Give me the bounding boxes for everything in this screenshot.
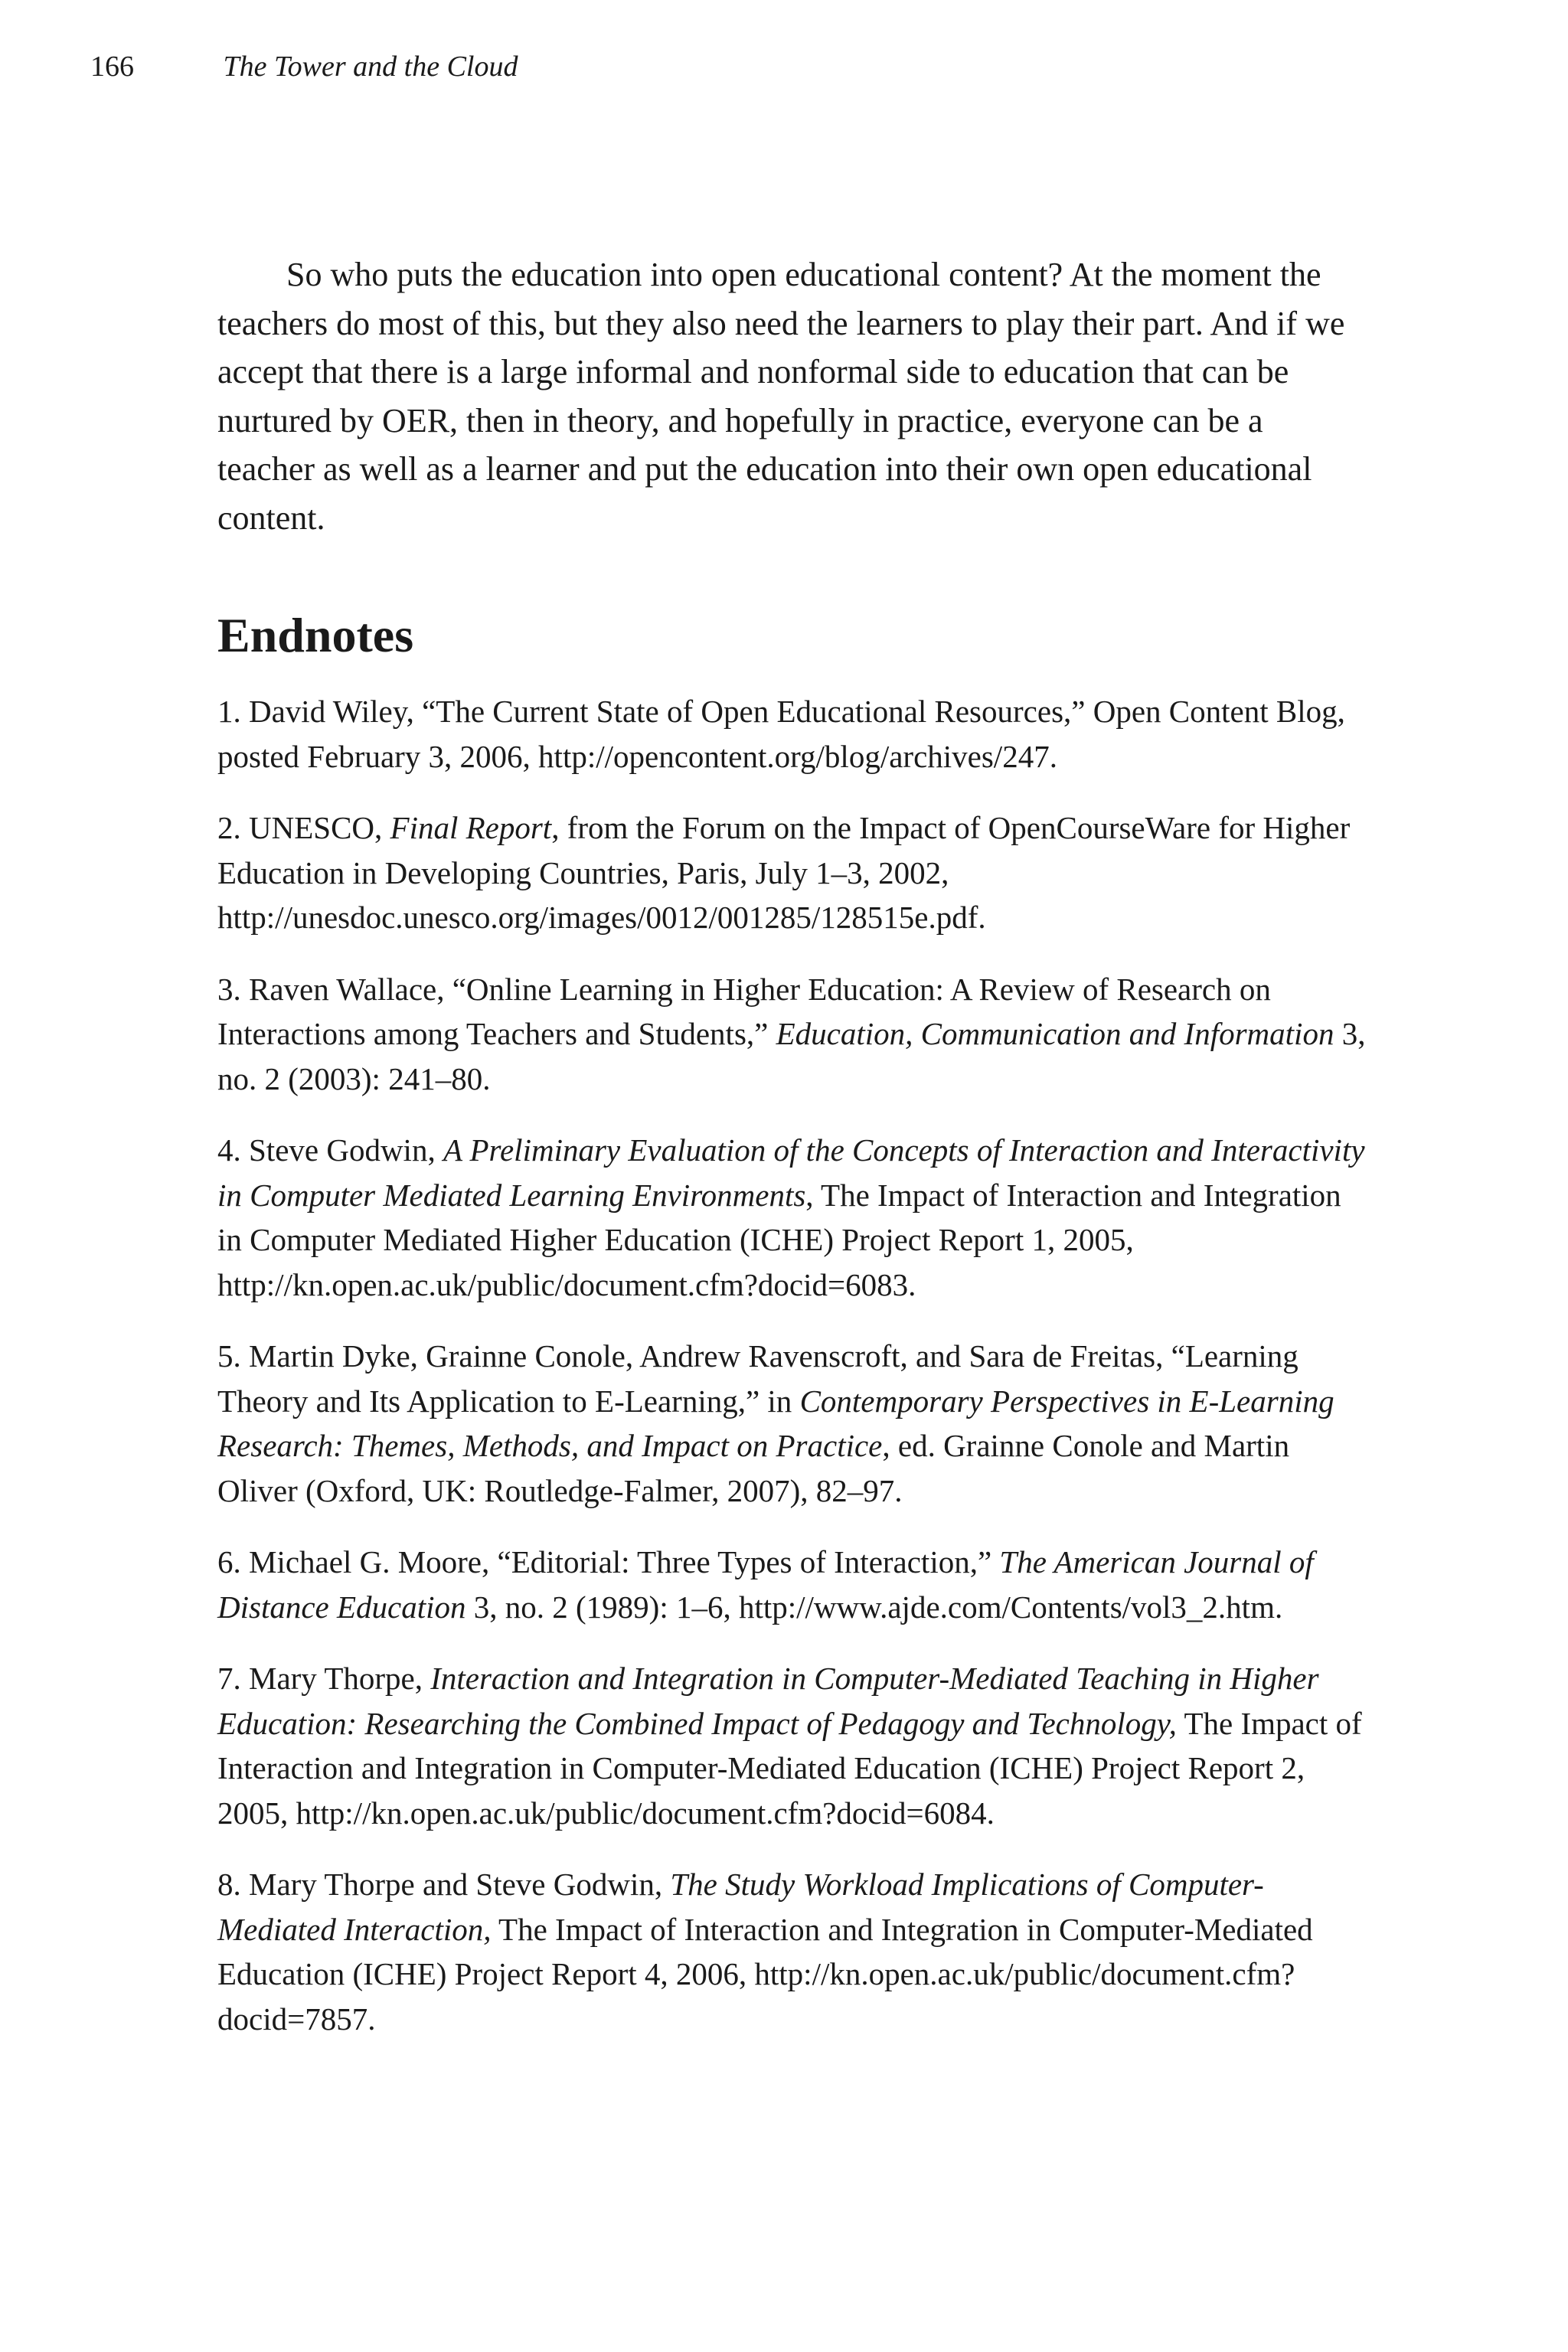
endnote-text: 2. UNESCO, (217, 810, 390, 845)
endnotes-list (217, 689, 1366, 2041)
endnote-italic-title: Final Report (390, 810, 552, 845)
section-heading: Endnotes (217, 608, 414, 662)
endnote-text: 3, no. 2 (1989): 1–6, http://www.ajde.com/Contents/vol3_2.htm. (466, 1589, 1283, 1625)
endnote (217, 1656, 1366, 1835)
endnote (217, 1128, 1366, 1307)
endnote (217, 1862, 1366, 2041)
endnote-italic-title: A Preliminary Evaluation of the Concepts of Interaction and Interactivity in Computer Mediated Learning Environments (217, 1132, 1365, 1213)
endnote-italic-title: Contemporary Perspectives in E-Learning Research: Themes, Methods, and Impact on Practice (217, 1383, 1334, 1463)
endnote-text: 5. Martin Dyke, Grainne Conole, Andrew Ravenscroft, and Sara de Freitas, “Learning Theory and Its Application to E-Learning,” in (217, 1338, 1298, 1419)
endnote-italic-title: Interaction and Integration in Computer-Mediated Teaching in Higher Education: Researching the Combined Impact of Pedagogy and Technology, (217, 1661, 1319, 1741)
endnote-italic-title: The Study Workload Implications of Computer-Mediated Interaction, (217, 1867, 1264, 1947)
endnote-text: 6. Michael G. Moore, “Editorial: Three Types of Interaction,” (217, 1544, 1000, 1579)
body-paragraph: So who puts the education into open educational content? At the moment the teachers do most of this, but they also need the learners to play their part. And if we accept that there is a large informal and nonformal side to education that can be nurtured by OER, then in theory, and hopefully in practice, everyone can be a teacher as well as a learner and put the education into their own open educational content. (217, 256, 1345, 537)
endnote (217, 1334, 1366, 1513)
endnote-text: , ed. Grainne Conole and Martin Oliver (Oxford, UK: Routledge-Falmer, 2007), 82–97. (217, 1428, 1290, 1508)
endnote-text: , The Impact of Interaction and Integration in Computer Mediated Higher Education (ICHE) Project Report 1, 2005, http://kn.open.ac.uk/public/document.cfm?docid=6083. (217, 1177, 1341, 1302)
endnote-text: 7. Mary Thorpe, (217, 1661, 431, 1696)
endnote (217, 967, 1366, 1102)
page-number: 166 (90, 51, 134, 83)
endnote-text: 3. Raven Wallace, “Online Learning in Higher Education: A Review of Research on Interactions among Teachers and Students,” (217, 971, 1271, 1051)
endnote-text: , from the Forum on the Impact of OpenCourseWare for Higher Education in Developing Countries, Paris, July 1–3, 2002, http://unesdoc.unesco.org/images/0012/001285/128515e.pdf. (217, 810, 1351, 935)
running-head (90, 47, 518, 86)
endnote-text: 1. David Wiley, “The Current State of Open Educational Resources,” Open Content Blog, posted February 3, 2006, http://opencontent.org/blog/archives/247. (217, 694, 1345, 774)
running-title: The Tower and the Cloud (223, 51, 518, 83)
endnote-text: 8. Mary Thorpe and Steve Godwin, (217, 1867, 671, 1902)
page-content (217, 250, 1366, 2068)
endnote-text: 3, no. 2 (2003): 241–80. (217, 1016, 1366, 1096)
endnote (217, 689, 1366, 779)
endnote-italic-title: Education, Communication and Information (776, 1016, 1334, 1051)
endnote-text: 4. Steve Godwin, (217, 1132, 443, 1168)
endnote (217, 805, 1366, 940)
endnote-italic-title: The American Journal of Distance Education (217, 1544, 1314, 1625)
endnote-text: The Impact of Interaction and Integration in Computer-Mediated Education (ICHE) Project Report 2, 2005, http://kn.open.ac.uk/public/document.cfm?docid=6084. (217, 1705, 1362, 1831)
endnote-text: The Impact of Interaction and Integration in Computer-Mediated Education (ICHE) Project Report 4, 2006, http://kn.open.ac.uk/public/document.cfm?docid=7857. (217, 1911, 1313, 2037)
endnote (217, 1540, 1366, 1629)
